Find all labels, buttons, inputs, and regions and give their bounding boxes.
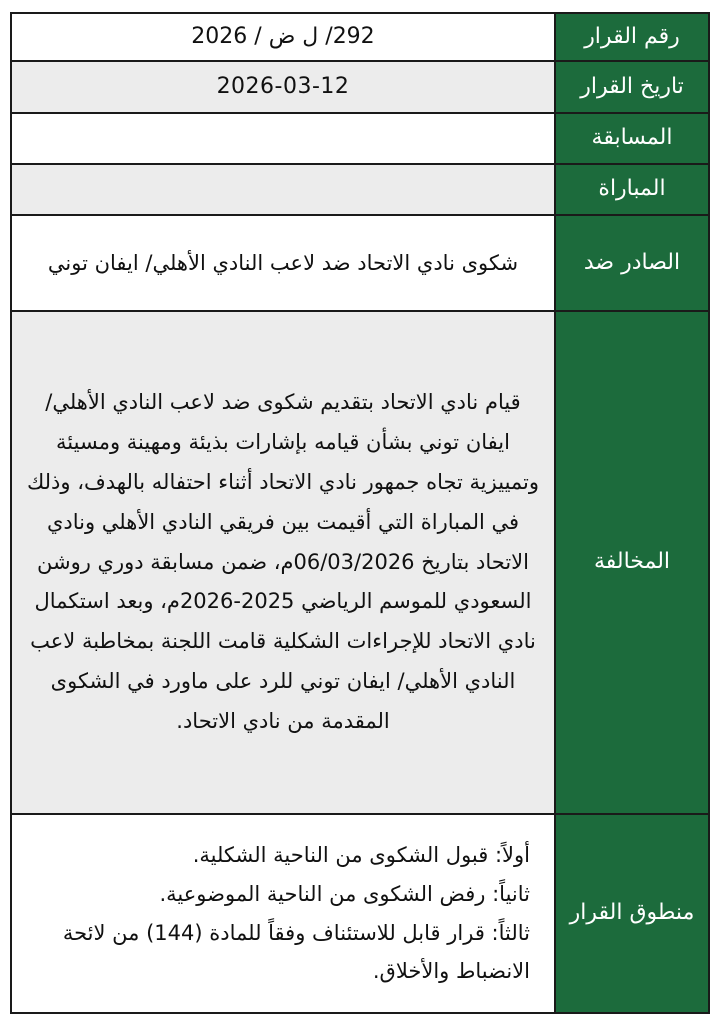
row-violation	[11, 311, 709, 814]
value-match	[11, 164, 555, 215]
decision-table	[10, 12, 710, 1014]
value-decision-date: 2026-03-12	[11, 61, 555, 113]
label-decision-date: تاريخ القرار	[555, 61, 709, 113]
row-issued-against	[11, 215, 709, 311]
row-verdict	[11, 814, 709, 1013]
value-violation: قيام نادي الاتحاد بتقديم شكوى ضد لاعب النادي الأهلي/ ايفان توني بشأن قيامه بإشارات بذيئة ومهينة ومسيئة وتمييزية تجاه جمهور نادي الاتحاد أثناء احتفاله بالهدف، وذلك في المباراة التي أقيمت بين فريقي النادي الأهلي ونادي الاتحاد بتاريخ 06/03/2026م، ضمن مسابقة دوري روشن السعودي للموسم الرياضي 2025-2026م، وبعد استكمال نادي الاتحاد للإجراءات الشكلية قامت اللجنة بمخاطبة لاعب النادي الأهلي/ ايفان توني للرد على ماورد في الشكوى المقدمة من نادي الاتحاد.	[11, 311, 555, 814]
label-verdict: منطوق القرار	[555, 814, 709, 1013]
value-verdict	[11, 814, 555, 1013]
label-decision-number: رقم القرار	[555, 13, 709, 61]
row-decision-date	[11, 61, 709, 113]
verdict-line-first: أولاً: قبول الشكوى من الناحية الشكلية.	[192, 842, 530, 867]
value-competition	[11, 113, 555, 164]
verdict-line-second: ثانياً: رفض الشكوى من الناحية الموضوعية.	[159, 881, 530, 906]
row-competition	[11, 113, 709, 164]
value-issued-against: شكوى نادي الاتحاد ضد لاعب النادي الأهلي/ ايفان توني	[11, 215, 555, 311]
label-competition: المسابقة	[555, 113, 709, 164]
row-match	[11, 164, 709, 215]
row-decision-number	[11, 13, 709, 61]
label-issued-against: الصادر ضد	[555, 215, 709, 311]
verdict-line-third: ثالثاً: قرار قابل للاستئناف وفقاً للمادة (144) من لائحة الانضباط والأخلاق.	[62, 920, 530, 984]
label-match: المباراة	[555, 164, 709, 215]
value-decision-number: 292/ ل ض / 2026	[11, 13, 555, 61]
label-violation: المخالفة	[555, 311, 709, 814]
